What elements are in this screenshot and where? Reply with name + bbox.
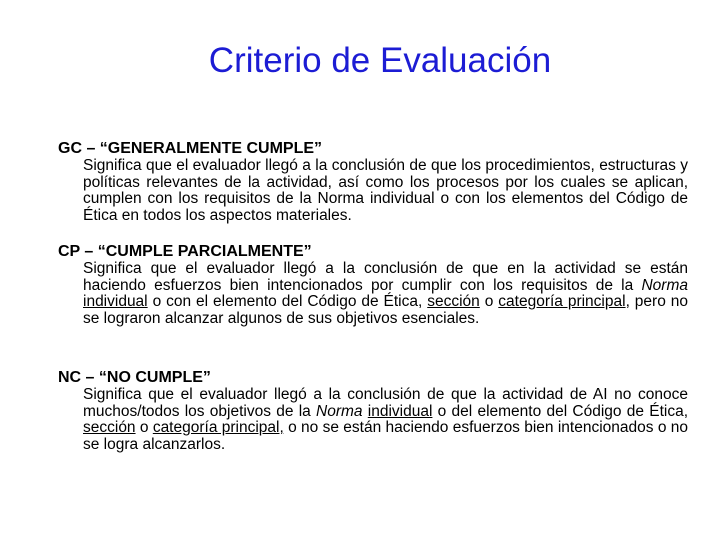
categoria-underlined: categoría principal (498, 293, 626, 311)
section-nc (58, 369, 688, 453)
body-text: o con el elemento del Código de Ética, (147, 293, 428, 311)
section-body-nc (83, 387, 688, 453)
categoria-underlined: categoría principal, (152, 419, 284, 437)
body-text: o (479, 293, 499, 311)
section-heading-gc: GC – “GENERALMENTE CUMPLE” (58, 140, 323, 157)
body-text: Significa que el evaluador llegó a la conclusión de que en la actividad se están haciendo esfuerzos bien intencionados por cumplir con los requisitos de la (83, 260, 688, 294)
section-heading-nc: NC – “NO CUMPLE” (58, 369, 211, 386)
body-text: o (135, 419, 153, 437)
section-body-cp (83, 261, 688, 327)
section-heading-cp: CP – “CUMPLE PARCIALMENTE” (58, 243, 312, 260)
slide-title: Criterio de Evaluación (208, 41, 552, 80)
individual-underlined: individual (367, 402, 433, 420)
seccion-underlined: sección (83, 419, 136, 437)
body-text: o no se están haciendo esfuerzos bien intencionados o no se logra alcanzarlos. (83, 419, 689, 453)
norma-italic: Norma (316, 402, 363, 420)
seccion-underlined: sección (427, 293, 480, 311)
section-cp (58, 243, 688, 327)
body-text: Significa que el evaluador llegó a la conclusión de que la actividad de AI no conoce muchos/todos los objetivos de la (83, 386, 688, 420)
section-gc (58, 140, 688, 224)
section-body-gc: Significa que el evaluador llegó a la conclusión de que los procedimientos, estructuras y políticas relevantes de la actividad, así como los procesos por los cuales se aplican, cumplen con los requisitos de la Norma individual o con los elementos del Código de Ética en todos los aspectos materiales. (83, 157, 688, 224)
body-text: o del elemento del Código de Ética, (432, 402, 688, 420)
norma-italic: Norma (641, 276, 688, 294)
individual-underlined: individual (83, 293, 148, 311)
body-text: , pero no se lograron alcanzar algunos de sus objetivos esenciales. (83, 293, 688, 327)
